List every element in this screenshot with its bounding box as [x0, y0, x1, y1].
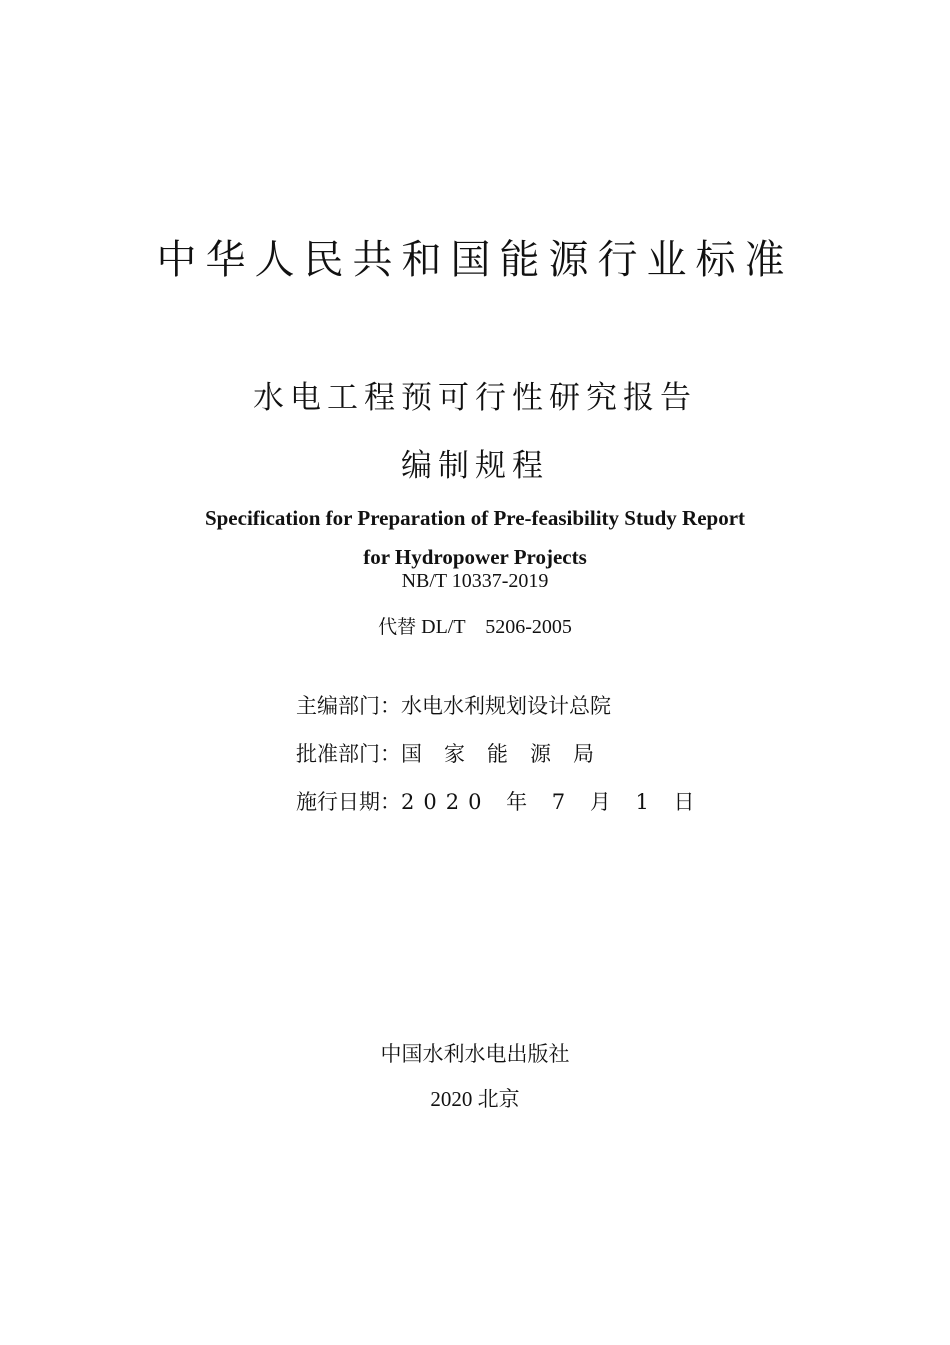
approver-row [296, 736, 696, 784]
publisher-name: 中国水利水电出版社 [380, 1042, 570, 1066]
approver-value: 国家能源局 [401, 742, 616, 766]
standard-number: NB/T 10337-2019 [401, 570, 549, 592]
editor-value: 水电水利规划设计总院 [401, 694, 611, 718]
effective-date-label: 施行日期： [296, 790, 401, 814]
document-title-en-line1: Specification for Preparation of Pre-feasibility Study Report [204, 506, 746, 530]
issuance-info [296, 688, 704, 832]
document-title-en-line2: for Hydropower Projects [363, 545, 587, 569]
approver-label: 批准部门： [296, 742, 401, 766]
editor-row [296, 688, 696, 736]
document-title-cn-line1: 水电工程预可行性研究报告 [253, 380, 697, 416]
publication-year-city [0, 1083, 950, 1113]
editor-label: 主编部门： [296, 694, 401, 718]
publication-city: 北京 [477, 1087, 520, 1111]
effective-date-row [296, 784, 704, 832]
replaces-label: 代替 [378, 616, 417, 638]
replaces-number: DL/T 5206-2005 [421, 616, 572, 638]
document-title-cn-line2: 编制规程 [401, 448, 549, 484]
standard-type-heading: 中华人民共和国能源行业标准 [156, 237, 794, 283]
effective-date-value: 2020 年 7 月 1 日 [401, 790, 704, 814]
publication-year: 2020 [430, 1087, 473, 1111]
replaces-line [0, 610, 950, 639]
